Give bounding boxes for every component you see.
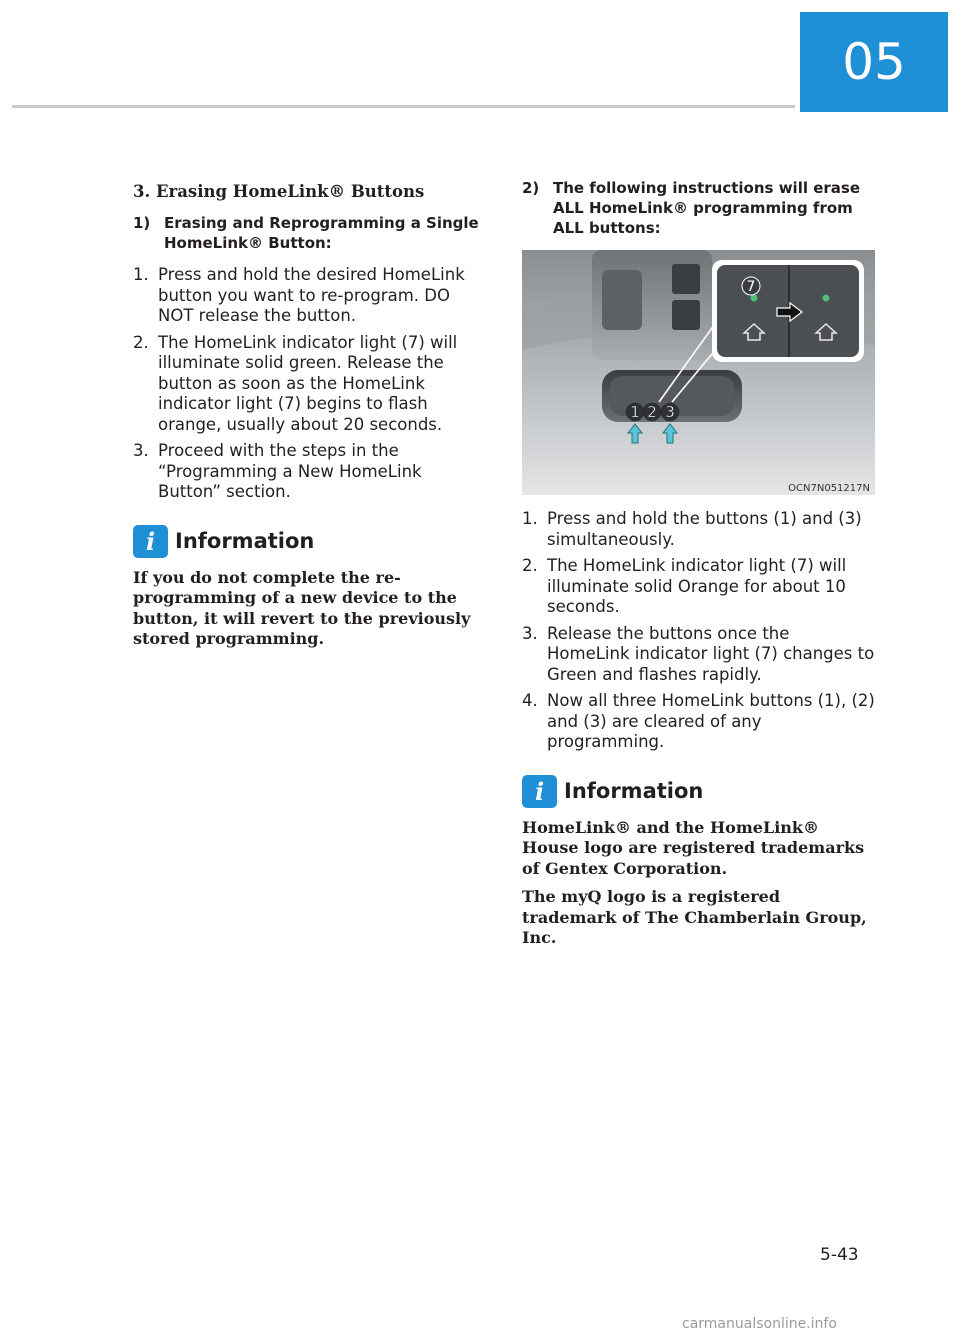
homelink-illustration — [522, 250, 875, 495]
list-item — [133, 441, 480, 503]
step-text: Press and hold the desired HomeLink button you want to re-program. DO NOT release the button. — [158, 265, 465, 325]
info-paragraph: The myQ logo is a registered trademark of The Chamberlain Group, Inc. — [522, 887, 867, 947]
step-text: Release the buttons once the HomeLink indicator light (7) changes to Green and flashes rapidly. — [547, 623, 875, 684]
left-column — [133, 178, 480, 658]
list-item — [522, 624, 875, 686]
subsection-number: 1) — [133, 214, 151, 232]
step-number: 3. — [522, 623, 538, 643]
info-title: Information — [175, 529, 315, 553]
label-1: 1 — [630, 403, 640, 421]
header-rule — [12, 105, 795, 108]
step-number: 1. — [133, 265, 149, 284]
step-number: 2. — [133, 332, 149, 352]
step-number: 3. — [133, 441, 149, 460]
label-2: 2 — [647, 403, 657, 421]
figure-code: OCN7N051217N — [788, 483, 870, 494]
list-item — [133, 333, 480, 436]
info-title: Information — [564, 779, 704, 803]
info-heading — [522, 775, 875, 808]
subsection-heading — [133, 213, 480, 253]
list-item — [522, 556, 875, 618]
indicator-light-icon — [751, 295, 758, 302]
watermark: carmanualsonline.info — [682, 1316, 837, 1332]
subsection-number: 2) — [522, 179, 540, 197]
step-text: Now all three HomeLink buttons (1), (2) and (3) are cleared of any programming. — [547, 691, 875, 751]
subsection-heading — [522, 178, 875, 238]
chapter-tab: 05 — [800, 12, 948, 112]
step-text: Press and hold the buttons (1) and (3) simultaneously. — [547, 509, 862, 549]
info-icon: i — [522, 775, 557, 808]
subsection-text: Erasing and Reprogramming a Single HomeLink® Button: — [164, 214, 479, 252]
info-paragraph: HomeLink® and the HomeLink® House logo are registered trademarks of Gentex Corporation. — [522, 817, 865, 878]
step-number: 1. — [522, 509, 538, 528]
section-heading: 3. Erasing HomeLink® Buttons — [133, 182, 425, 201]
step-text: Proceed with the steps in the “Programming a New HomeLink Button” section. — [158, 441, 422, 501]
label-3: 3 — [665, 403, 675, 421]
info-icon: i — [133, 525, 168, 558]
list-item — [133, 265, 480, 327]
list-item — [522, 509, 875, 550]
step-text: The HomeLink indicator light (7) will illuminate solid Orange for about 10 seconds. — [547, 556, 847, 616]
right-column — [522, 178, 875, 957]
homelink-figure — [522, 250, 875, 495]
step-number: 4. — [522, 691, 538, 710]
info-paragraph: If you do not complete the re-programming of a new device to the button, it will revert to the previously stored programming. — [133, 567, 471, 648]
info-heading — [133, 525, 480, 558]
step-number: 2. — [522, 556, 538, 575]
page-number: 5-43 — [820, 1245, 859, 1265]
subsection-text: The following instructions will erase ALL HomeLink® programming from ALL buttons: — [553, 179, 860, 237]
step-text: The HomeLink indicator light (7) will illuminate solid green. Release the button as soon as the HomeLink indicator light (7) begins to flash orange, usually about 20 seconds. — [158, 332, 458, 434]
label-7: 7 — [746, 279, 756, 295]
list-item — [522, 691, 875, 753]
